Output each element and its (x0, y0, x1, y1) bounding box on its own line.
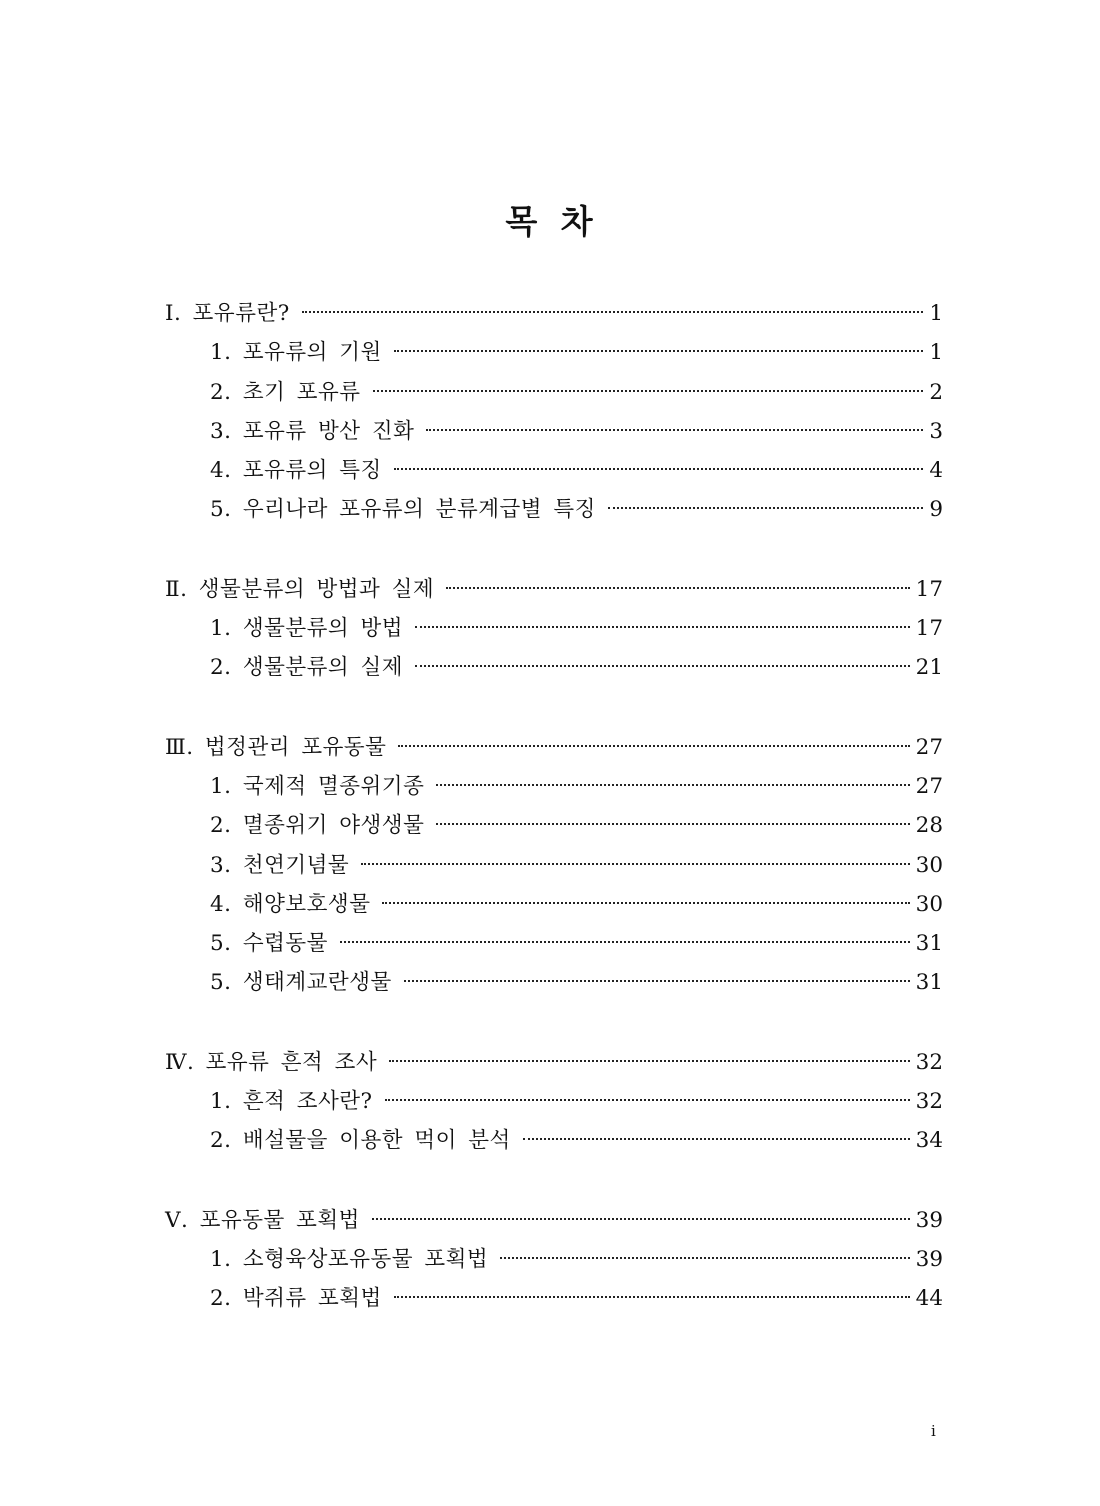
dot-leader (415, 626, 910, 628)
toc-section (165, 1043, 943, 1161)
toc-section (165, 728, 943, 1003)
dot-leader (436, 784, 909, 786)
entry-label: 1. 흔적 조사란? (210, 1089, 373, 1115)
dot-leader (608, 507, 923, 509)
table-of-contents (165, 294, 943, 1359)
entry-label: 4. 해양보호생물 (210, 891, 371, 917)
dot-leader (302, 311, 923, 313)
entry-label: 1. 소형육상포유동물 포획법 (210, 1246, 489, 1272)
page-number: 30 (915, 852, 943, 878)
page-number: 34 (915, 1128, 943, 1154)
toc-entry[interactable] (165, 806, 943, 845)
dot-leader (340, 941, 910, 943)
page-number: 9 (929, 497, 943, 523)
toc-entry[interactable] (165, 924, 943, 963)
entry-label: 2. 생물분류의 실제 (210, 655, 404, 681)
page-number: 17 (915, 576, 943, 602)
toc-section (165, 1201, 943, 1319)
toc-chapter-entry[interactable] (165, 1043, 943, 1082)
toc-entry[interactable] (165, 333, 943, 372)
entry-label: 2. 멸종위기 야생생물 (210, 813, 425, 839)
page-number: 39 (915, 1246, 943, 1272)
entry-label: Ⅲ. 법정관리 포유동물 (165, 734, 387, 760)
page-number: 28 (915, 813, 943, 839)
dot-leader (394, 1296, 910, 1298)
entry-label: 3. 천연기념물 (210, 852, 350, 878)
toc-entry[interactable] (165, 1121, 943, 1160)
page-folio: i (931, 1422, 936, 1440)
entry-label: Ⅳ. 포유류 흔적 조사 (165, 1049, 378, 1075)
dot-leader (436, 823, 909, 825)
toc-entry[interactable] (165, 490, 943, 529)
toc-chapter-entry[interactable] (165, 728, 943, 767)
page-number: 1 (929, 340, 943, 366)
page-number: 21 (915, 655, 943, 681)
toc-section (165, 570, 943, 688)
toc-entry[interactable] (165, 767, 943, 806)
page-number: 27 (915, 734, 943, 760)
entry-label: Ⅴ. 포유동물 포획법 (165, 1207, 360, 1233)
dot-leader (373, 390, 923, 392)
dot-leader (394, 350, 923, 352)
toc-entry[interactable] (165, 1082, 943, 1121)
entry-label: 1. 국제적 멸종위기종 (210, 773, 425, 799)
toc-chapter-entry[interactable] (165, 294, 943, 333)
toc-chapter-entry[interactable] (165, 1201, 943, 1240)
dot-leader (385, 1099, 910, 1101)
entry-label: 2. 박쥐류 포획법 (210, 1286, 382, 1312)
page-title: 목 차 (505, 202, 595, 241)
toc-entry[interactable] (165, 1279, 943, 1318)
entry-label: Ⅰ. 포유류란? (165, 301, 290, 326)
page-number: 32 (915, 1049, 943, 1075)
page-number: 3 (929, 418, 943, 444)
toc-entry[interactable] (165, 648, 943, 687)
toc-entry[interactable] (165, 963, 943, 1002)
toc-entry[interactable] (165, 609, 943, 648)
page-number: 30 (915, 891, 943, 917)
toc-entry[interactable] (165, 846, 943, 885)
dot-leader (426, 429, 923, 431)
entry-label: 5. 수렵동물 (210, 931, 328, 957)
dot-leader (361, 863, 909, 865)
dot-leader (372, 1218, 910, 1220)
entry-label: 5. 우리나라 포유류의 분류계급별 특징 (210, 497, 596, 523)
entry-label: 5. 생태계교란생물 (210, 970, 392, 996)
page-number: 17 (915, 616, 943, 642)
dot-leader (389, 1060, 909, 1062)
dot-leader (446, 587, 909, 589)
dot-leader (500, 1257, 909, 1259)
dot-leader (398, 745, 909, 747)
entry-label: 1. 생물분류의 방법 (210, 616, 404, 642)
page-number: 39 (915, 1207, 943, 1233)
toc-entry[interactable] (165, 451, 943, 490)
entry-label: 2. 초기 포유류 (210, 379, 361, 405)
entry-label: 4. 포유류의 특징 (210, 458, 382, 484)
toc-entry[interactable] (165, 373, 943, 412)
toc-section (165, 294, 943, 530)
dot-leader (394, 468, 923, 470)
page-number: 31 (915, 970, 943, 996)
page-number: 32 (915, 1089, 943, 1115)
page-number: 27 (915, 773, 943, 799)
toc-entry[interactable] (165, 412, 943, 451)
page-number: 44 (915, 1286, 943, 1312)
page-number: 1 (929, 301, 943, 326)
dot-leader (404, 980, 910, 982)
toc-chapter-entry[interactable] (165, 570, 943, 609)
dot-leader (523, 1138, 910, 1140)
dot-leader (415, 665, 910, 667)
dot-leader (382, 902, 909, 904)
toc-entry[interactable] (165, 1240, 943, 1279)
entry-label: Ⅱ. 생물분류의 방법과 실제 (165, 576, 435, 602)
entry-label: 1. 포유류의 기원 (210, 340, 382, 366)
entry-label: 3. 포유류 방산 진화 (210, 418, 415, 444)
page-number: 2 (929, 379, 943, 405)
entry-label: 2. 배설물을 이용한 먹이 분석 (210, 1128, 511, 1154)
page-number: 4 (929, 458, 943, 484)
toc-entry[interactable] (165, 885, 943, 924)
page-number: 31 (915, 931, 943, 957)
